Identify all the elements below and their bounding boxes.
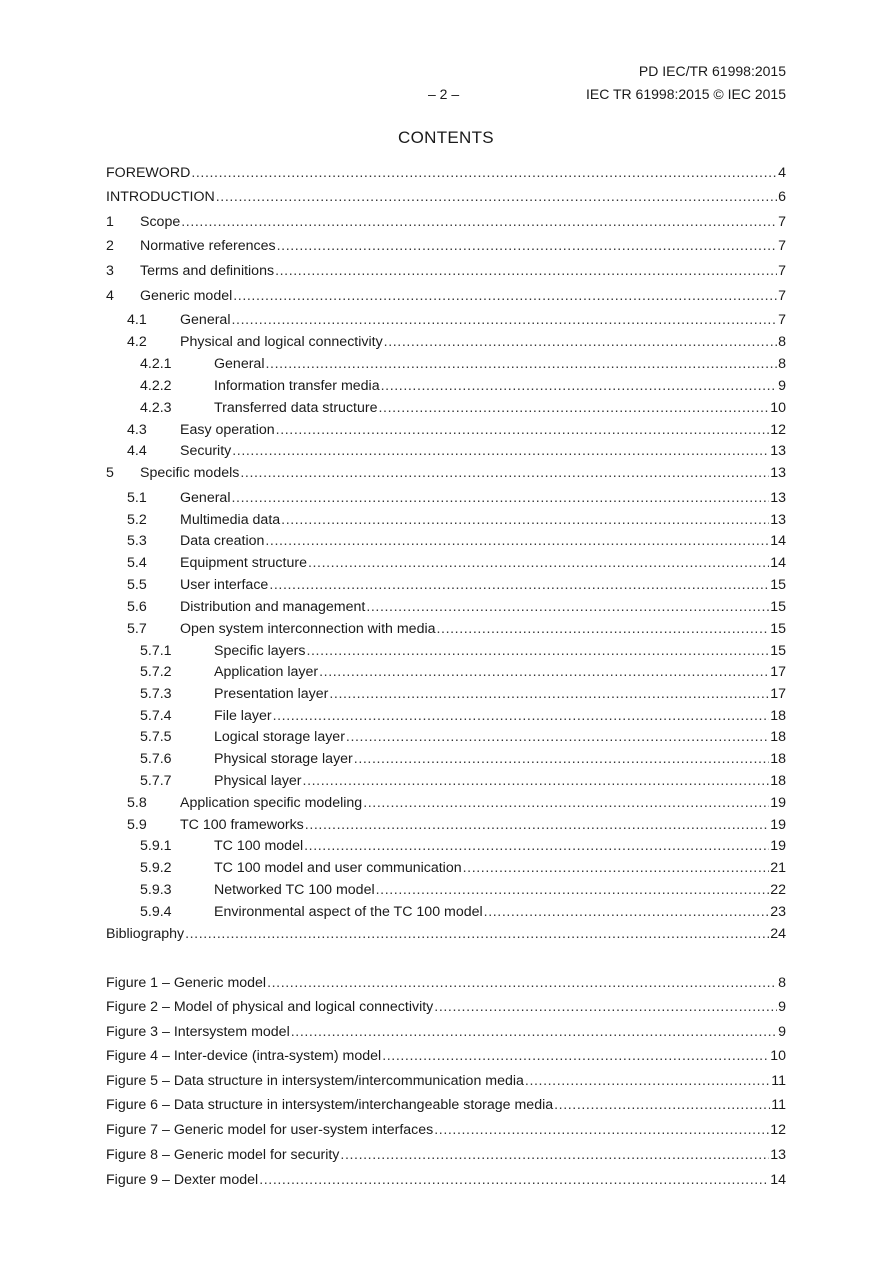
toc-entry[interactable] [106,771,786,791]
toc-entry-page: 6 [778,189,786,205]
toc-entry[interactable] [106,793,786,813]
toc-entry-title: Specific models [140,465,240,481]
dot-leader [232,441,769,461]
toc-entry-title: Application layer [214,664,319,680]
toc-entry-page: 9 [778,378,786,394]
toc-entry-number: 5.7.3 [140,686,172,702]
dot-leader [329,684,769,704]
toc-entry-page: 13 [770,490,786,506]
toc-entry-page: 8 [778,334,786,350]
dot-leader [231,488,769,508]
toc-entry[interactable] [106,749,786,769]
toc-entry-number: 5.7.6 [140,751,172,767]
toc-entry-number: 4.2.2 [140,378,172,394]
toc-entry-number: 5.1 [127,490,147,506]
toc-entry-title: Specific layers [214,643,306,659]
toc-entry-page: 13 [770,465,786,481]
page-number: – 2 – [428,86,460,102]
toc-entry-number: 5.6 [127,599,147,615]
toc-entry-page: 7 [778,288,786,304]
figure-entry-page: 12 [770,1122,786,1138]
dot-leader [269,575,769,595]
toc-entry-title: Application specific modeling [180,795,363,811]
dot-leader [554,1095,770,1115]
figure-entry-title: Figure 5 – Data structure in intersystem/intercommunication media [106,1073,524,1089]
toc-entry[interactable] [106,510,786,530]
figure-entry-page: 9 [778,1024,786,1040]
toc-entry-page: 17 [770,664,786,680]
dot-leader [463,858,770,878]
figure-entry-title: Figure 2 – Model of physical and logical connectivity [106,999,434,1015]
toc-entry[interactable] [106,332,786,352]
toc-entry-page: 18 [770,773,786,789]
document-id: PD IEC/TR 61998:2015 [638,63,786,79]
toc-entry-page: 17 [770,686,786,702]
figure-entry[interactable] [106,1145,786,1165]
toc-entry-number: 5.7.7 [140,773,172,789]
toc-entry-page: 7 [778,214,786,230]
toc-entry[interactable] [106,706,786,726]
dot-leader [259,1170,769,1190]
toc-entry-page: 10 [770,400,786,416]
toc-entry[interactable] [106,727,786,747]
dot-leader [277,236,777,256]
toc-entry-number: 1 [106,214,114,230]
toc-entry[interactable] [106,286,786,306]
toc-entry-page: 13 [770,443,786,459]
toc-entry[interactable] [106,376,786,396]
dot-leader [363,793,769,813]
toc-entry-title: Distribution and management [180,599,366,615]
figure-entry-title: Figure 3 – Intersystem model [106,1024,290,1040]
toc-entry-title: TC 100 frameworks [180,817,304,833]
figure-entry-page: 11 [771,1073,786,1089]
figure-entry[interactable] [106,1095,786,1115]
toc-entry-number: 4.2.3 [140,400,172,416]
toc-entry-title: Open system interconnection with media [180,621,436,637]
toc-entry-page: 22 [770,882,786,898]
toc-entry[interactable] [106,553,786,573]
toc-entry-number: 3 [106,263,114,279]
toc-entry-page: 7 [778,238,786,254]
toc-entry-page: 18 [770,708,786,724]
toc-entry-title: Physical layer [214,773,302,789]
toc-entry[interactable] [106,488,786,508]
figure-entry-title: Figure 8 – Generic model for security [106,1147,340,1163]
dot-leader [191,163,777,183]
toc-entry[interactable] [106,531,786,551]
dot-leader [308,553,769,573]
toc-entry-title: TC 100 model and user communication [214,860,462,876]
toc-entry-number: 5 [106,465,114,481]
dot-leader [267,973,777,993]
toc-entry-title: Bibliography [106,926,185,942]
toc-entry-number: 5.7.5 [140,729,172,745]
figure-entry[interactable] [106,1046,786,1066]
toc-entry-title: Environmental aspect of the TC 100 model [214,904,483,920]
figure-entry[interactable] [106,973,786,993]
dot-leader [381,376,778,396]
dot-leader [437,619,770,639]
toc-entry-title: Scope [140,214,181,230]
toc-entry-page: 4 [778,165,786,181]
dot-leader [291,1022,777,1042]
dot-leader [273,706,770,726]
toc-entry-page: 14 [770,533,786,549]
dot-leader [354,749,769,769]
toc-entry[interactable] [106,310,786,330]
toc-entry-number: 5.3 [127,533,147,549]
toc-entry-title: File layer [214,708,272,724]
dot-leader [376,880,770,900]
toc-entry-title: Multimedia data [180,512,281,528]
figure-entry-title: Figure 9 – Dexter model [106,1172,259,1188]
toc-entry-title: Generic model [140,288,233,304]
figure-entry[interactable] [106,1071,786,1091]
toc-entry-title: Easy operation [180,422,275,438]
figure-entry[interactable] [106,997,786,1017]
toc-entry-number: 5.9.4 [140,904,172,920]
figure-entry-title: Figure 7 – Generic model for user-system interfaces [106,1122,434,1138]
toc-entry-page: 21 [770,860,786,876]
toc-entry-title: Equipment structure [180,555,307,571]
toc-entry-title: Physical and logical connectivity [180,334,383,350]
toc-entry[interactable] [106,662,786,682]
toc-entry-number: 4.1 [127,312,147,328]
toc-entry-title: FOREWORD [106,165,191,181]
toc-entry[interactable] [106,441,786,461]
dot-leader [379,398,770,418]
dot-leader [181,212,777,232]
dot-leader [366,597,769,617]
page-title: CONTENTS [398,128,494,147]
toc-entry[interactable] [106,463,786,483]
dot-leader [384,332,777,352]
dot-leader [319,662,769,682]
toc-entry-number: 5.9.1 [140,838,172,854]
dot-leader [340,1145,769,1165]
toc-entry-page: 14 [770,555,786,571]
toc-entry[interactable] [106,575,786,595]
toc-entry-number: 5.2 [127,512,147,528]
figure-entry-page: 11 [771,1097,786,1113]
toc-entry-page: 19 [770,838,786,854]
toc-entry-title: General [180,490,231,506]
toc-entry[interactable] [106,619,786,639]
toc-entry-number: 4.3 [127,422,147,438]
dot-leader [265,531,769,551]
figure-entry[interactable] [106,1120,786,1140]
toc-entry[interactable] [106,261,786,281]
dot-leader [434,997,777,1017]
toc-entry-page: 18 [770,751,786,767]
toc-entry-title: Presentation layer [214,686,329,702]
toc-entry-number: 5.4 [127,555,147,571]
toc-entry-title: Transferred data structure [214,400,378,416]
toc-entry-number: 5.9 [127,817,147,833]
toc-entry-number: 4 [106,288,114,304]
toc-entry-title: General [214,356,265,372]
figure-entry-page: 14 [770,1172,786,1188]
toc-entry-page: 18 [770,729,786,745]
toc-entry-page: 15 [770,643,786,659]
dot-leader [216,187,777,207]
dot-leader [305,815,769,835]
dot-leader [185,924,769,944]
dot-leader [233,286,777,306]
toc-entry-page: 19 [770,817,786,833]
dot-leader [484,902,770,922]
figure-entry[interactable] [106,1170,786,1190]
toc-entry[interactable] [106,236,786,256]
dot-leader [525,1071,770,1091]
toc-entry-title: Security [180,443,232,459]
toc-entry-title: Logical storage layer [214,729,345,745]
dot-leader [382,1046,769,1066]
toc-entry[interactable] [106,858,786,878]
toc-entry[interactable] [106,597,786,617]
dot-leader [346,727,769,747]
toc-entry[interactable] [106,902,786,922]
figure-entry-title: Figure 1 – Generic model [106,975,267,991]
toc-entry-title: Normative references [140,238,276,254]
toc-entry-number: 5.7.1 [140,643,172,659]
dot-leader [276,420,770,440]
toc-entry-page: 15 [770,621,786,637]
toc-entry-number: 4.2 [127,334,147,350]
figure-entry-page: 10 [770,1048,786,1064]
dot-leader [281,510,769,530]
toc-entry-title: Terms and definitions [140,263,275,279]
dot-leader [275,261,777,281]
toc-entry-number: 5.9.2 [140,860,172,876]
dot-leader [231,310,777,330]
toc-entry-page: 15 [770,599,786,615]
toc-entry[interactable] [106,924,786,944]
toc-entry-number: 5.5 [127,577,147,593]
toc-entry-page: 12 [770,422,786,438]
toc-entry[interactable] [106,880,786,900]
figure-entry-page: 13 [770,1147,786,1163]
dot-leader [303,771,770,791]
figure-entry-title: Figure 6 – Data structure in intersystem/interchangeable storage media [106,1097,554,1113]
toc-entry-number: 5.7 [127,621,147,637]
toc-entry[interactable] [106,420,786,440]
toc-entry[interactable] [106,187,786,207]
copyright-line: IEC TR 61998:2015 © IEC 2015 [586,86,786,102]
toc-entry[interactable] [106,641,786,661]
toc-entry-number: 5.9.3 [140,882,172,898]
toc-entry-page: 24 [770,926,786,942]
toc-entry-page: 7 [778,312,786,328]
toc-entry-title: Information transfer media [214,378,380,394]
toc-entry-title: INTRODUCTION [106,189,215,205]
toc-entry[interactable] [106,684,786,704]
toc-entry-number: 5.7.2 [140,664,172,680]
toc-entry[interactable] [106,163,786,183]
toc-entry-title: TC 100 model [214,838,304,854]
toc-entry-title: Physical storage layer [214,751,353,767]
toc-entry-number: 4.2.1 [140,356,172,372]
toc-entry-number: 5.7.4 [140,708,172,724]
dot-leader [240,463,769,483]
toc-entry[interactable] [106,836,786,856]
figure-entry-page: 9 [778,999,786,1015]
dot-leader [306,641,769,661]
toc-entry-page: 8 [778,356,786,372]
toc-entry-number: 4.4 [127,443,147,459]
toc-entry-number: 2 [106,238,114,254]
toc-entry[interactable] [106,398,786,418]
figure-entry-title: Figure 4 – Inter-device (intra-system) model [106,1048,382,1064]
toc-entry-page: 23 [770,904,786,920]
dot-leader [434,1120,769,1140]
dot-leader [304,836,769,856]
toc-entry-title: Data creation [180,533,265,549]
figure-entry[interactable] [106,1022,786,1042]
toc-entry-title: Networked TC 100 model [214,882,375,898]
toc-entry-number: 5.8 [127,795,147,811]
toc-entry-page: 15 [770,577,786,593]
toc-entry[interactable] [106,354,786,374]
toc-entry-title: User interface [180,577,269,593]
toc-entry[interactable] [106,212,786,232]
toc-entry-page: 7 [778,263,786,279]
toc-entry-title: General [180,312,231,328]
dot-leader [265,354,777,374]
toc-entry-page: 13 [770,512,786,528]
toc-entry[interactable] [106,815,786,835]
figure-entry-page: 8 [778,975,786,991]
toc-entry-page: 19 [770,795,786,811]
